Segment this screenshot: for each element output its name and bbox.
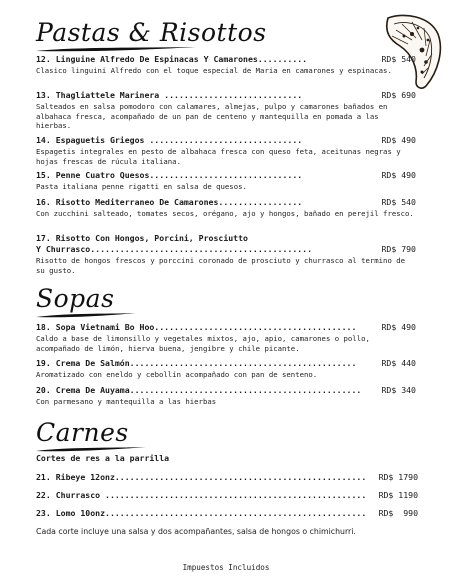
item-description: Salteados en salsa pomodoro con calamares, almejas, pulpo y camarones bañados en albahaca fresca, acompañado de un pan de centeno y mantequilla en pomada a las hierbas.: [36, 102, 388, 131]
item-title: 23. Lomo 10onz.....................................................: [36, 508, 367, 518]
item-title: 14. Espaguetis Griegos ...............................: [36, 135, 303, 145]
item-price: RD$ 540: [381, 54, 416, 64]
item-description: Caldo a base de limonsillo y vegetales mixtos, ajo, apio, camarones o pollo, acompañado de limón, hierva buena, jengibre y chile picante.: [36, 334, 370, 353]
item-description: Espagetis integrales en pesto de albahaca fresca con queso feta, aceitunas negras y hojas frescas de rúcula italiana.: [36, 147, 401, 166]
menu-item: [36, 135, 416, 166]
item-price: RD$ 540: [381, 197, 416, 207]
section-pastas-heading: [36, 20, 267, 53]
section-title: Pastas & Risottos: [36, 18, 267, 47]
menu-item: [36, 358, 416, 380]
item-price: RD$ 690: [381, 90, 416, 100]
item-description: Pasta italiana penne rigatti en salsa de quesos.: [36, 182, 247, 191]
item-price: RD$ 490: [381, 322, 416, 332]
item-title: 20. Crema De Auyama...............................................: [36, 385, 362, 395]
item-title: 18. Sopa Vietnami Bo Hoo.........................................: [36, 322, 357, 332]
item-price: RD$ 1790: [378, 472, 418, 482]
item-title: 13. Thagliattele Marinera ............................: [36, 90, 303, 100]
brush-underline: [36, 312, 136, 319]
menu-item: [36, 197, 416, 219]
item-description: Con parmesano y mantequilla a las hierbas: [36, 397, 217, 406]
item-description: Risotto de hongos frescos y porccini coronado de prosciuto y churrasco al termino de su gusto.: [36, 256, 406, 275]
item-title: 21. Ribeye 12onz...................................................: [36, 472, 367, 482]
item-price: RD$ 790: [381, 244, 416, 254]
item-title-line-1: 17. Risotto Con Hongos, Porcini, Prosciutto: [36, 233, 248, 243]
section-title: Sopas: [36, 284, 115, 313]
item-description: Aromatizado con eneldo y cebollín acompañado con pan de senteno.: [36, 370, 318, 379]
item-title: 15. Penne Cuatro Quesos...............................: [36, 170, 303, 180]
menu-item: [36, 233, 416, 275]
menu-item: [36, 170, 416, 192]
carnes-note: Cada corte incluye una salsa y dos acompañantes, salsa de hongos o chimichurri.: [36, 527, 356, 536]
section-carnes-heading: [36, 420, 146, 453]
item-title: 12. Linguine Alfredo De Espinacas Y Camarones..........: [36, 54, 308, 64]
menu-item: [36, 90, 416, 131]
item-price: RD$ 490: [381, 170, 416, 180]
section-subtitle: Cortes de res a la parrilla: [36, 453, 170, 463]
section-title: Carnes: [36, 418, 129, 447]
item-price: RD$ 1190: [378, 490, 418, 500]
menu-item: [36, 472, 418, 483]
brush-underline: [36, 46, 196, 53]
item-price: RD$ 340: [381, 385, 416, 395]
section-sopas-heading: [36, 286, 136, 319]
menu-item: [36, 54, 416, 76]
item-title: 19. Crema De Salmón..............................................: [36, 358, 357, 368]
item-title: Y Churrasco.............................................: [36, 244, 313, 254]
mushroom-slice-icon: [382, 10, 444, 92]
menu-item: [36, 322, 416, 353]
item-price: RD$ 490: [381, 135, 416, 145]
item-description: Con zucchini salteado, tomates secos, orégano, ajo y hongos, bañado en perejil fresco.: [36, 209, 414, 218]
item-description: Clasico linguini Alfredo con el toque especial de Maria en camarones y espinacas.: [36, 66, 392, 75]
footer-taxes-note: Impuestos Incluidos: [182, 563, 270, 572]
item-price: RD$ 990: [378, 508, 418, 518]
item-title: 22. Churrasco .....................................................: [36, 490, 367, 500]
brush-underline: [36, 446, 146, 453]
menu-item: [36, 508, 418, 519]
menu-item: [36, 385, 416, 407]
item-title: 16. Risotto Mediterraneo De Camarones.................: [36, 197, 303, 207]
menu-item: [36, 490, 418, 501]
item-price: RD$ 440: [381, 358, 416, 368]
